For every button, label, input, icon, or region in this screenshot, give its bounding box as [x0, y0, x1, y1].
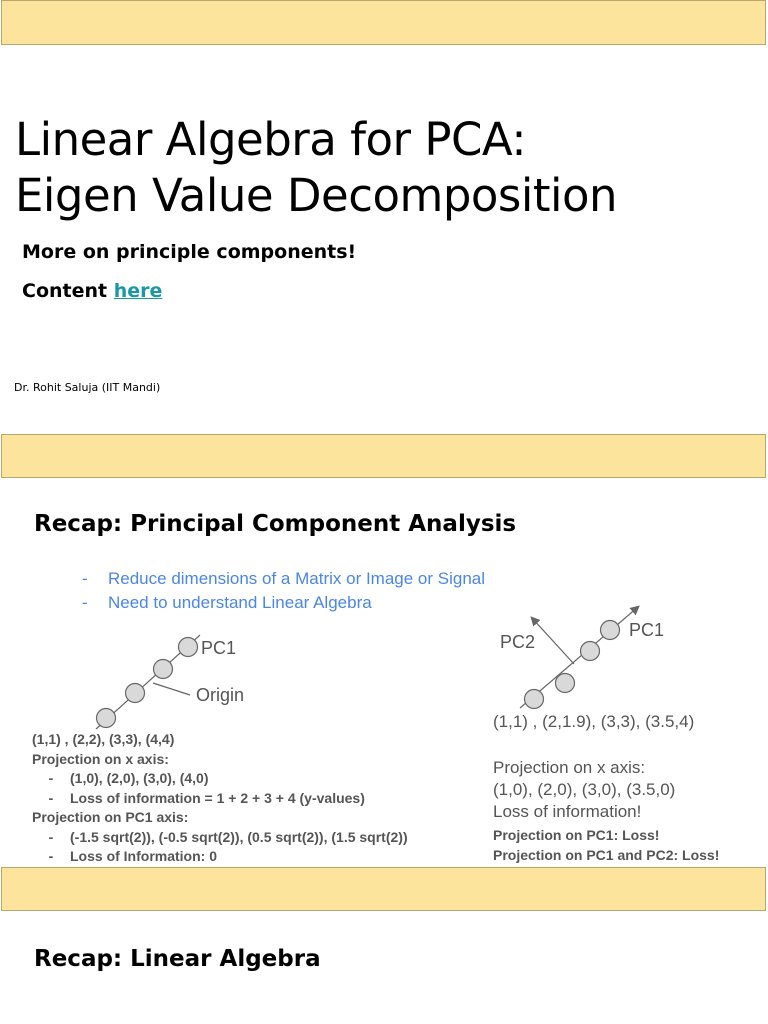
bullet-dash: -	[82, 569, 88, 588]
bullet-dash: -	[48, 770, 54, 786]
data-point	[581, 642, 600, 661]
slide-subtitle: More on principle components!	[22, 241, 357, 263]
list-item-text: (-1.5 sqrt(2)), (-0.5 sqrt(2)), (0.5 sqrt(2)), (1.5 sqrt(2))	[70, 828, 408, 845]
projection-pc1-pc2-note: Projection on PC1 and PC2: Loss!	[493, 847, 720, 863]
pc2-axis-line	[532, 618, 574, 664]
pc2-label: PC2	[500, 632, 536, 652]
projection-x-heading: Projection on x axis:	[32, 750, 169, 767]
list-item	[32, 847, 408, 867]
slide-separator-band	[1, 0, 766, 45]
slide-heading: Recap: Linear Algebra	[34, 946, 321, 972]
slide-separator-band	[1, 434, 766, 478]
list-item	[32, 828, 408, 848]
projection-pc1-note: Projection on PC1: Loss!	[493, 827, 660, 843]
pc1-label: PC1	[629, 620, 665, 640]
list-item	[32, 789, 408, 809]
list-item	[82, 591, 485, 615]
projection-pc1-heading: Projection on PC1 axis:	[32, 809, 189, 825]
list-item-text: Reduce dimensions of a Matrix or Image or Signal	[108, 569, 486, 588]
left-pca-diagram	[90, 625, 270, 735]
bullet-dash: -	[48, 789, 54, 806]
list-item-text: Need to understand Linear Algebra	[108, 593, 372, 612]
projection-x-values: (1,0), (2,0), (3,0), (3.5,0)	[493, 780, 676, 799]
right-explanation	[493, 757, 675, 823]
list-item-text: (1,0), (2,0), (3,0), (4,0)	[70, 770, 209, 786]
list-item	[32, 769, 408, 789]
content-label: Content	[22, 280, 108, 302]
data-point	[126, 684, 145, 703]
author-credit: Dr. Rohit Saluja (IIT Mandi)	[14, 381, 161, 394]
bullet-dash: -	[48, 828, 54, 845]
data-point	[601, 621, 620, 640]
slide-title	[15, 112, 617, 224]
data-point	[556, 674, 575, 693]
bullet-dash: -	[48, 848, 54, 864]
right-projection-notes	[493, 825, 719, 865]
bullet-dash: -	[82, 593, 88, 612]
origin-pointer	[153, 683, 190, 695]
points-line: (1,1) , (2,2), (3,3), (4,4)	[32, 731, 175, 747]
slide-heading: Recap: Principal Component Analysis	[34, 511, 517, 537]
list-item-text: Loss of information = 1 + 2 + 3 + 4 (y-values)	[70, 789, 365, 806]
projection-x-heading: Projection on x axis:	[493, 758, 646, 777]
data-point	[154, 660, 173, 679]
pc1-label: PC1	[201, 638, 237, 658]
content-line	[22, 280, 162, 302]
title-line-1: Linear Algebra for PCA:	[15, 113, 527, 166]
bullet-list	[82, 567, 485, 615]
right-points-line: (1,1) , (2,1.9), (3,3), (3.5,4)	[493, 712, 695, 731]
origin-label: Origin	[196, 685, 245, 705]
loss-statement: Loss of information!	[493, 802, 642, 821]
data-point	[179, 638, 198, 657]
left-explanation	[32, 730, 408, 867]
data-point	[525, 690, 544, 709]
data-point	[97, 709, 116, 728]
slide-separator-band	[1, 867, 766, 911]
list-item-text: Loss of Information: 0	[70, 848, 217, 864]
list-item	[82, 567, 485, 591]
content-link[interactable]: here	[113, 280, 163, 302]
title-line-2: Eigen Value Decomposition	[15, 169, 618, 222]
right-pca-diagram	[490, 604, 680, 714]
